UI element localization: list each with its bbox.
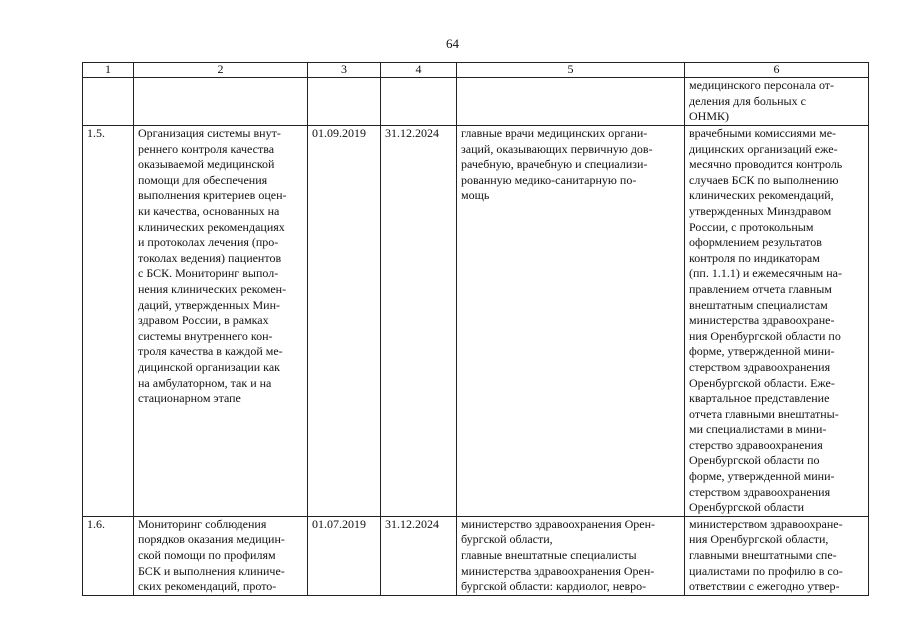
table-header-row: [83, 63, 869, 78]
cell-responsible: министерство здравоохранения Орен- бургской области, главные внештатные специалисты министерства здравоохранения Орен- бургской области: кардиолог, невро-: [457, 516, 685, 595]
table-row: [83, 516, 869, 595]
cell-number: 1.6.: [83, 516, 134, 595]
column-header: 4: [381, 63, 457, 78]
cell-start-date: 01.09.2019: [308, 126, 381, 517]
cell-end-date: 31.12.2024: [381, 516, 457, 595]
column-header: 3: [308, 63, 381, 78]
cell-number: 1.5.: [83, 126, 134, 517]
cell-end-date: [381, 78, 457, 126]
cell-result: министерством здравоохране- ния Оренбургской области, главными внештатными спе- циалистами по профилю в со- ответствии с ежегодно утвер-: [685, 516, 869, 595]
column-header: 5: [457, 63, 685, 78]
cell-responsible: [457, 78, 685, 126]
cell-action: [134, 78, 308, 126]
column-header: 6: [685, 63, 869, 78]
cell-action: Организация системы внут- реннего контроля качества оказываемой медицинской помощи для обеспечения выполнения критериев оцен- ки качества, основанных на клинических рекомендациях и протоколах лечения (про- токолах ведения) пациентов с БСК. Мониторинг выпол- нения клинических рекомен- даций, утвержденных Мин- здравом России, в рамках системы внутреннего кон- троля качества в каждой ме- дицинской организации как на амбулаторном, так и на стационарном этапе: [134, 126, 308, 517]
cell-result: врачебными комиссиями ме- дицинских организаций еже- месячно проводится контроль случаев БСК по выполнению клинических рекомендаций, утвержденных Минздравом России, с протокольным оформлением результатов контроля по индикаторам (пп. 1.1.1) и ежемесячным на- правлением отчета главным внештатным специалистам министерства здравоохране- ния Оренбургской области по форме, утвержденной мини- стерством здравоохранения Оренбургской области. Еже- квартальное представление отчета главными внештатны- ми специалистами в мини- стерство здравоохранения Оренбургской области по форме, утвержденной мини- стерством здравоохранения Оренбургской области: [685, 126, 869, 517]
plan-table: [82, 62, 869, 596]
column-header: 2: [134, 63, 308, 78]
table-row: [83, 126, 869, 517]
cell-responsible: главные врачи медицинских органи- заций, оказывающих первичную дов- рачебную, врачебную и специализи- рованную медико-санитарную по- мощь: [457, 126, 685, 517]
page-number: 64: [446, 36, 459, 51]
cell-start-date: 01.07.2019: [308, 516, 381, 595]
column-header: 1: [83, 63, 134, 78]
table-row-continuation: [83, 78, 869, 126]
cell-start-date: [308, 78, 381, 126]
cell-result: медицинского персонала от- деления для больных с ОНМК): [685, 78, 869, 126]
cell-number: [83, 78, 134, 126]
cell-end-date: 31.12.2024: [381, 126, 457, 517]
cell-action: Мониторинг соблюдения порядков оказания медицин- ской помощи по профилям БСК и выполнения клиниче- ских рекомендаций, прото-: [134, 516, 308, 595]
